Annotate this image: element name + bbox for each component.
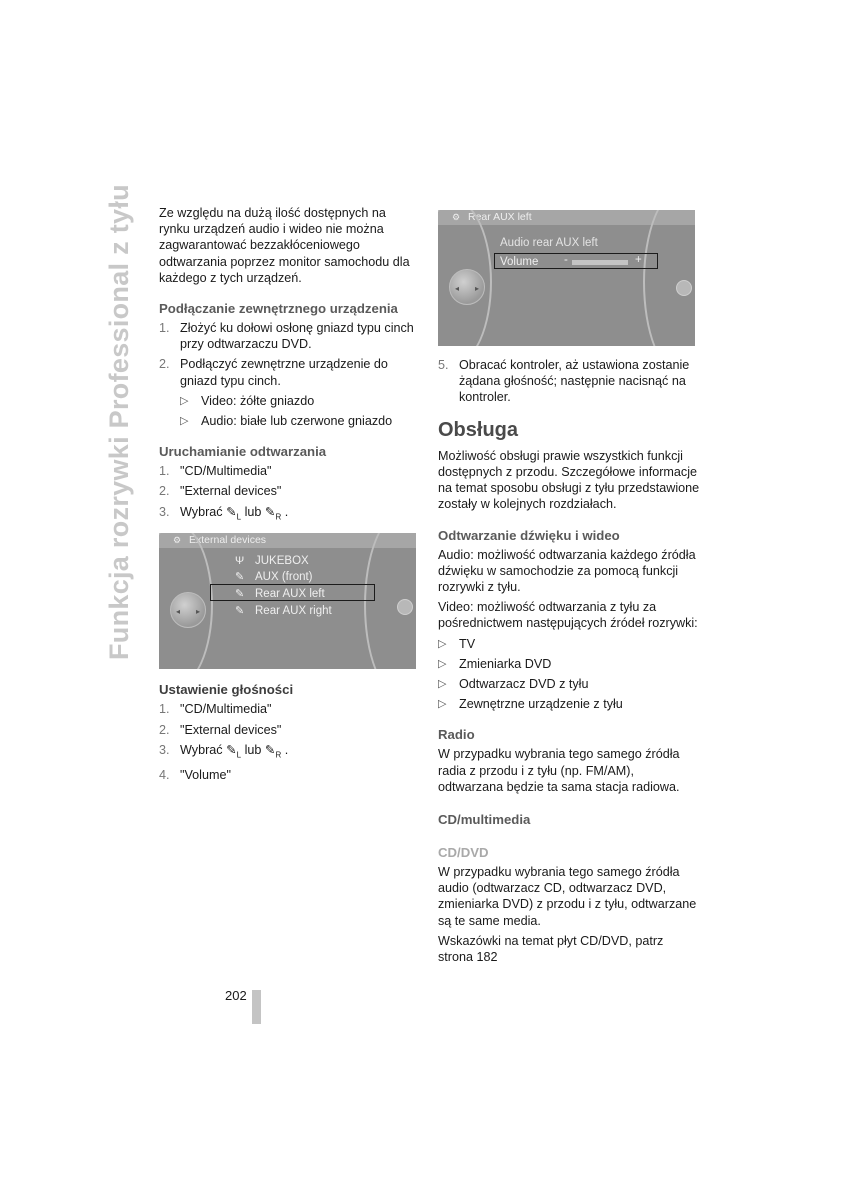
cd-dvd-paragraph: W przypadku wybrania tego samego źródła audio (odtwarzacz CD, odtwarzacz DVD, zmieniarka DVD) z przodu i z tyłu, odtwarzane są te same media. <box>438 865 697 928</box>
triangle-bullet-icon: ▷ <box>180 394 189 407</box>
audio-paragraph: Audio: możliwość odtwarzania każdego źródła dźwięku w samochodzie za pomocą funkcji rozrywki z tyłu. <box>438 547 696 595</box>
volume-heading: Ustawienie głośności <box>159 682 294 698</box>
sound-heading: Odtwarzanie dźwięku i wideo <box>438 527 620 543</box>
menu-icon: ⚙ <box>173 535 182 546</box>
triangle-bullet-icon: ▷ <box>438 678 447 691</box>
list-item: 1. Złożyć ku dołowi osłonę gniazd typu cinch przy odtwarzaczu DVD. <box>159 321 414 352</box>
bullet-item: ▷ Odtwarzacz DVD z tyłu <box>438 677 589 692</box>
connect-heading: Podłączanie zewnętrznego urządzenia <box>159 301 398 317</box>
plug-icon: ✎ <box>235 571 245 584</box>
plug-right-icon: $✎_R$ <box>264 742 282 760</box>
rear-aux-left-screen <box>438 210 695 346</box>
triangle-bullet-icon: ▷ <box>438 698 447 711</box>
plug-left-icon: $✎_L$ <box>226 504 242 522</box>
list-item: 3. Wybrać $✎_L$ lub $✎_R$ . <box>159 504 289 522</box>
video-paragraph: Video: możliwość odtwarzania z tyłu za pośrednictwem następujących źródeł rozrywki: <box>438 600 698 631</box>
selection-highlight <box>210 584 375 601</box>
list-item: 4. "Volume" <box>159 768 231 783</box>
screen-arc-right <box>643 210 695 346</box>
page-number: 202 <box>225 988 247 1003</box>
side-chapter-title: Funkcja rozrywki Professional z tyłu <box>104 184 134 660</box>
list-item: 5. Obracać kontroler, aż ustawiona zostanie żądana głośność; następnie nacisnąć na kontroler. <box>438 358 690 405</box>
menu-item-aux-front[interactable]: ✎ AUX (front) <box>235 569 313 585</box>
plug-left-icon: $✎_L$ <box>226 742 242 760</box>
volume-slider-track[interactable] <box>572 260 628 265</box>
external-devices-screen <box>159 533 416 669</box>
controller-knob-icon: ◂ ▸ <box>170 592 206 628</box>
triangle-bullet-icon: ▷ <box>180 415 189 428</box>
radio-paragraph: W przypadku wybrania tego samego źródła radia z przodu i z tyłu (np. FM/AM), odtwarzana będzie ta sama stacja radiowa. <box>438 747 680 794</box>
obsluga-paragraph: Możliwość obsługi prawie wszystkich funkcji dostępnych z przodu. Szczegółowe informacje na temat sposobu obsługi z tyłu przedstawione zostały w kolejnych rozdziałach. <box>438 448 700 512</box>
cd-dvd-heading: CD/DVD <box>438 845 489 861</box>
list-item: 2. "External devices" <box>159 722 282 737</box>
triangle-bullet-icon: ▷ <box>438 637 447 650</box>
right-column <box>438 210 700 969</box>
menu-item-jukebox[interactable]: Ψ JUKEBOX <box>235 553 309 569</box>
radio-heading: Radio <box>438 727 475 743</box>
list-item: 3. Wybrać $✎_L$ lub $✎_R$ . <box>159 742 289 760</box>
intro-paragraph: Ze względu na dużą ilość dostępnych na rynku urządzeń audio i wideo nie można zagwarantować bezzakłóceniowego odtwarzania poprzez monitor samochodu dla każdego z tych urządzeń. <box>159 206 410 285</box>
page-marker-bar <box>252 990 261 1024</box>
cd-multimedia-heading: CD/multimedia <box>438 812 531 828</box>
volume-label[interactable]: Volume <box>500 256 539 268</box>
volume-plus-button[interactable]: + <box>635 254 642 266</box>
list-item: 1. "CD/Multimedia" <box>159 464 272 479</box>
bullet-item: ▷ Zmieniarka DVD <box>438 656 552 671</box>
bullet-item: ▷ Zewnętrzne urządzenie z tyłu <box>438 697 623 712</box>
screen-header: ⚙ External devices <box>159 533 416 548</box>
section-title: Obsługa <box>438 418 519 441</box>
screen-header: ⚙ Rear AUX left <box>438 210 695 225</box>
menu-item-rear-aux-left[interactable]: ✎ Rear AUX left <box>235 586 325 602</box>
menu-item-rear-aux-right[interactable]: ✎ Rear AUX right <box>235 603 332 619</box>
plug-left-icon: ✎ <box>235 588 245 601</box>
plug-right-icon: ✎ <box>235 605 245 618</box>
screen-subtitle: Audio rear AUX left <box>500 237 598 249</box>
menu-icon: ⚙ <box>452 212 461 222</box>
left-column <box>159 205 414 788</box>
side-button-icon <box>676 280 692 296</box>
volume-minus-button[interactable]: - <box>564 254 568 266</box>
triangle-bullet-icon: ▷ <box>438 657 447 670</box>
usb-icon: Ψ <box>235 555 245 568</box>
bullet-item: ▷ TV <box>438 636 476 651</box>
list-item: 2. "External devices" <box>159 484 282 499</box>
bullet-item: ▷ Video: żółte gniazdo <box>180 393 315 408</box>
bullet-item: ▷ Audio: białe lub czerwone gniazdo <box>180 414 393 429</box>
list-item: 2. Podłączyć zewnętrzne urządzenie do gniazd typu cinch. <box>159 357 388 388</box>
cd-dvd-hint: Wskazówki na temat płyt CD/DVD, patrz strona 182 <box>438 933 664 965</box>
controller-knob-icon: ◂ ▸ <box>449 269 485 305</box>
plug-right-icon: $✎_R$ <box>264 504 282 522</box>
list-item: 1. "CD/Multimedia" <box>159 702 272 717</box>
start-heading: Uruchamianie odtwarzania <box>159 444 327 460</box>
